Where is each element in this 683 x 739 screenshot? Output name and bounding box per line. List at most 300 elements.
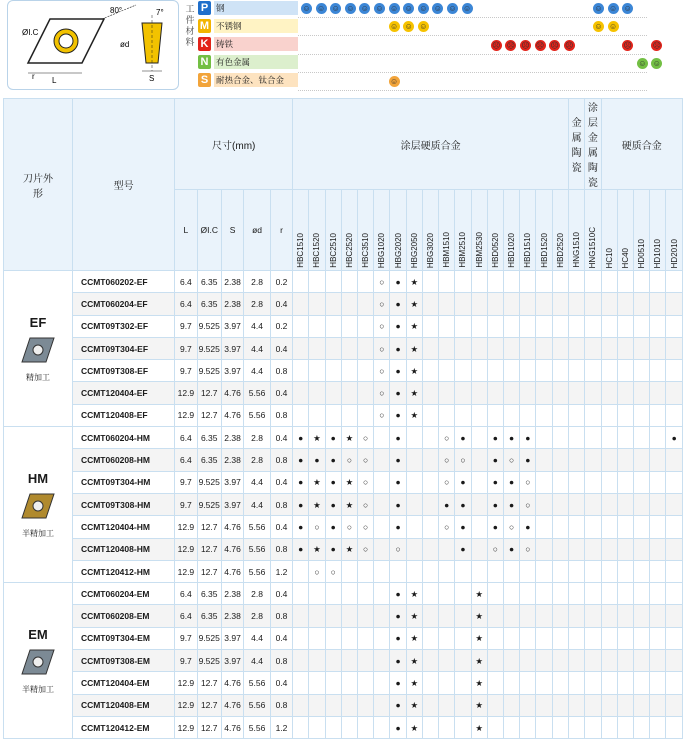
material-legend bbox=[198, 0, 298, 90]
material-s bbox=[198, 72, 298, 89]
grade-mark-cell bbox=[520, 650, 536, 672]
grade-mark-cell bbox=[341, 716, 357, 738]
table-row bbox=[4, 694, 683, 716]
grade-mark-cell: ● bbox=[293, 449, 309, 471]
grade-mark-cell bbox=[650, 360, 666, 382]
grade-mark-cell: ★ bbox=[406, 694, 422, 716]
suitability-face-icon: ☺ bbox=[375, 4, 384, 13]
grade-mark-cell: ○ bbox=[358, 471, 374, 493]
grade-mark-cell bbox=[569, 650, 585, 672]
grade-mark-cell bbox=[585, 360, 601, 382]
grade-mark-cell bbox=[374, 672, 390, 694]
grade-header bbox=[439, 190, 455, 271]
grade-label: HC10 bbox=[604, 247, 614, 268]
grade-mark-cell bbox=[503, 404, 519, 426]
r-label: r bbox=[32, 72, 35, 81]
grade-mark-cell bbox=[487, 271, 503, 293]
grade-mark-cell bbox=[325, 694, 341, 716]
grade-mark-cell: ★ bbox=[406, 360, 422, 382]
grade-mark-cell: ★ bbox=[341, 493, 357, 515]
grade-mark-cell bbox=[617, 716, 633, 738]
grade-label: HBD0520 bbox=[490, 233, 500, 268]
shape-desc: 半精加工 bbox=[21, 684, 54, 694]
dim-cell: 9.525 bbox=[197, 627, 221, 649]
grade-mark-cell bbox=[422, 493, 438, 515]
grade-mark-cell bbox=[666, 627, 683, 649]
grade-mark-cell bbox=[503, 337, 519, 359]
material-letter: M bbox=[199, 20, 210, 33]
grade-mark-cell bbox=[585, 404, 601, 426]
grade-mark-cell bbox=[309, 716, 325, 738]
grade-mark-cell bbox=[422, 404, 438, 426]
grade-mark-cell: ○ bbox=[487, 538, 503, 560]
grade-mark-cell bbox=[325, 315, 341, 337]
material-n bbox=[198, 54, 298, 71]
model-cell: CCMT120404-EF bbox=[72, 382, 174, 404]
grade-mark-cell bbox=[487, 337, 503, 359]
grade-mark-cell bbox=[601, 516, 617, 538]
dim-cell: 4.76 bbox=[221, 694, 243, 716]
shape-cell-hm bbox=[4, 427, 73, 583]
grade-mark-cell bbox=[503, 716, 519, 738]
grade-mark-cell: ● bbox=[390, 471, 406, 493]
grade-label: HBM1510 bbox=[442, 232, 452, 268]
d-label: ød bbox=[120, 40, 130, 49]
grade-mark-cell bbox=[455, 404, 471, 426]
table-row bbox=[4, 672, 683, 694]
dim-cell: 0.8 bbox=[270, 694, 292, 716]
shape-desc: 半精加工 bbox=[21, 528, 54, 538]
grade-header bbox=[487, 190, 503, 271]
grade-mark-cell bbox=[503, 583, 519, 605]
grade-mark-cell bbox=[666, 516, 683, 538]
grade-mark-cell bbox=[617, 449, 633, 471]
grade-mark-cell bbox=[358, 716, 374, 738]
grade-mark-cell bbox=[633, 315, 649, 337]
grade-header bbox=[536, 190, 552, 271]
grade-mark-cell bbox=[666, 315, 683, 337]
grade-mark-cell bbox=[552, 694, 568, 716]
grade-mark-cell bbox=[503, 672, 519, 694]
grade-mark-cell bbox=[650, 493, 666, 515]
suitability-face-icon: ☺ bbox=[419, 22, 428, 32]
shape-code: HM bbox=[27, 470, 49, 486]
grade-mark-cell bbox=[325, 293, 341, 315]
grade-mark-cell bbox=[325, 583, 341, 605]
grade-mark-cell: ★ bbox=[406, 716, 422, 738]
grade-mark-cell bbox=[309, 404, 325, 426]
grade-label: HBD1510 bbox=[523, 233, 533, 268]
grade-mark-cell: ● bbox=[455, 538, 471, 560]
grade-mark-cell: ● bbox=[439, 493, 455, 515]
dim-cell: 5.56 bbox=[244, 538, 271, 560]
dim-cell: 0.2 bbox=[270, 315, 292, 337]
model-cell: CCMT060204-HM bbox=[72, 427, 174, 449]
dim-cell: 4.4 bbox=[244, 650, 271, 672]
grade-mark-cell: ★ bbox=[406, 382, 422, 404]
grade-mark-cell bbox=[536, 293, 552, 315]
grade-mark-cell bbox=[569, 382, 585, 404]
grade-mark-cell bbox=[585, 471, 601, 493]
grade-mark-cell bbox=[633, 360, 649, 382]
dim-cell: 5.56 bbox=[244, 382, 271, 404]
dim-cell: 0.4 bbox=[270, 293, 292, 315]
grade-mark-cell: ★ bbox=[309, 493, 325, 515]
grade-mark-cell bbox=[471, 538, 487, 560]
grade-mark-cell bbox=[536, 427, 552, 449]
suitability-row bbox=[298, 55, 647, 73]
grade-mark-cell bbox=[520, 382, 536, 404]
grade-mark-cell bbox=[601, 404, 617, 426]
grade-mark-cell: ○ bbox=[341, 449, 357, 471]
grade-mark-cell bbox=[633, 382, 649, 404]
model-cell: CCMT120412-EM bbox=[72, 716, 174, 738]
grade-mark-cell bbox=[536, 471, 552, 493]
grade-mark-cell: ○ bbox=[439, 516, 455, 538]
grade-label: HD0510 bbox=[637, 238, 647, 268]
suitability-face-icon: ☹ bbox=[550, 40, 559, 50]
grade-mark-cell bbox=[293, 627, 309, 649]
table-row bbox=[4, 404, 683, 426]
grade-mark-cell: ★ bbox=[341, 471, 357, 493]
grade-mark-cell bbox=[471, 404, 487, 426]
dim-cell: 12.7 bbox=[197, 694, 221, 716]
grade-mark-cell bbox=[617, 605, 633, 627]
grade-mark-cell bbox=[487, 360, 503, 382]
grade-mark-cell bbox=[309, 315, 325, 337]
grade-mark-cell bbox=[601, 650, 617, 672]
grade-mark-cell bbox=[439, 560, 455, 582]
grade-mark-cell: ● bbox=[390, 404, 406, 426]
dim-cell: 5.56 bbox=[244, 560, 271, 582]
dim-cell: 12.7 bbox=[197, 516, 221, 538]
grade-mark-cell bbox=[455, 271, 471, 293]
grade-mark-cell bbox=[617, 583, 633, 605]
grade-mark-cell bbox=[520, 337, 536, 359]
grade-mark-cell bbox=[487, 627, 503, 649]
grade-header bbox=[569, 190, 585, 271]
grade-mark-cell: ★ bbox=[341, 538, 357, 560]
grade-mark-cell bbox=[650, 605, 666, 627]
grade-mark-cell: ★ bbox=[341, 427, 357, 449]
suitability-row bbox=[298, 37, 647, 55]
grade-mark-cell bbox=[406, 538, 422, 560]
dim-cell: 12.7 bbox=[197, 404, 221, 426]
grade-mark-cell: ● bbox=[487, 471, 503, 493]
dim-cell: 0.8 bbox=[270, 449, 292, 471]
grade-label: HBG2050 bbox=[409, 232, 419, 268]
grade-mark-cell bbox=[309, 605, 325, 627]
grade-mark-cell bbox=[471, 449, 487, 471]
grade-mark-cell bbox=[666, 382, 683, 404]
grade-label: HNG1510C bbox=[588, 226, 598, 268]
insert-diagram bbox=[7, 0, 179, 90]
ic-label: ØI.C bbox=[22, 28, 39, 37]
dim-cell: 2.38 bbox=[221, 449, 243, 471]
grade-mark-cell bbox=[422, 650, 438, 672]
dim-cell: 9.525 bbox=[197, 315, 221, 337]
grade-mark-cell bbox=[422, 605, 438, 627]
grade-header bbox=[374, 190, 390, 271]
model-cell: CCMT120412-HM bbox=[72, 560, 174, 582]
group-carbide-header: 硬质合金 bbox=[601, 99, 683, 190]
table-row bbox=[4, 293, 683, 315]
grade-mark-cell bbox=[617, 404, 633, 426]
grade-mark-cell bbox=[325, 605, 341, 627]
model-cell: CCMT120408-EF bbox=[72, 404, 174, 426]
grade-label: HBC2510 bbox=[328, 233, 338, 268]
grade-mark-cell: ○ bbox=[439, 449, 455, 471]
dim-cell: 2.8 bbox=[244, 427, 271, 449]
grade-mark-cell bbox=[487, 404, 503, 426]
dim-cell: 9.525 bbox=[197, 360, 221, 382]
grade-label: HBC2520 bbox=[344, 233, 354, 268]
grade-mark-cell bbox=[358, 404, 374, 426]
grade-mark-cell bbox=[439, 382, 455, 404]
grade-mark-cell bbox=[422, 293, 438, 315]
grade-mark-cell bbox=[325, 404, 341, 426]
grade-mark-cell bbox=[552, 560, 568, 582]
grade-mark-cell bbox=[406, 427, 422, 449]
grade-mark-cell bbox=[617, 516, 633, 538]
grade-mark-cell bbox=[552, 538, 568, 560]
grade-mark-cell bbox=[569, 271, 585, 293]
grade-mark-cell bbox=[358, 337, 374, 359]
dim-cell: 9.525 bbox=[197, 337, 221, 359]
grade-mark-cell bbox=[439, 271, 455, 293]
table-row bbox=[4, 360, 683, 382]
grade-mark-cell bbox=[633, 404, 649, 426]
grade-header bbox=[309, 190, 325, 271]
grade-mark-cell bbox=[374, 471, 390, 493]
grade-mark-cell: ● bbox=[503, 538, 519, 560]
suitability-face-icon: ☺ bbox=[390, 4, 399, 13]
grade-header bbox=[666, 190, 683, 271]
grade-mark-cell bbox=[455, 583, 471, 605]
grade-mark-cell bbox=[422, 560, 438, 582]
grade-mark-cell bbox=[601, 560, 617, 582]
grade-mark-cell: ● bbox=[293, 471, 309, 493]
grade-mark-cell bbox=[617, 694, 633, 716]
model-cell: CCMT120408-EM bbox=[72, 694, 174, 716]
grade-mark-cell bbox=[650, 449, 666, 471]
grade-mark-cell bbox=[374, 627, 390, 649]
grade-mark-cell bbox=[325, 337, 341, 359]
table-row bbox=[4, 471, 683, 493]
grade-mark-cell: ● bbox=[390, 605, 406, 627]
grade-mark-cell bbox=[633, 560, 649, 582]
dim-header: ØI.C bbox=[197, 190, 221, 271]
grade-mark-cell bbox=[617, 560, 633, 582]
grade-mark-cell: ★ bbox=[406, 271, 422, 293]
dim-cell: 6.35 bbox=[197, 293, 221, 315]
grade-mark-cell bbox=[293, 583, 309, 605]
table-row bbox=[4, 716, 683, 738]
grade-mark-cell: ● bbox=[520, 449, 536, 471]
grade-mark-cell bbox=[617, 650, 633, 672]
grade-mark-cell bbox=[569, 360, 585, 382]
grade-mark-cell bbox=[358, 315, 374, 337]
dim-cell: 4.4 bbox=[244, 360, 271, 382]
grade-mark-cell: ○ bbox=[520, 471, 536, 493]
grade-mark-cell bbox=[666, 293, 683, 315]
grade-mark-cell bbox=[503, 605, 519, 627]
grade-mark-cell bbox=[536, 449, 552, 471]
dim-cell: 3.97 bbox=[221, 650, 243, 672]
grade-mark-cell bbox=[487, 694, 503, 716]
grade-header bbox=[455, 190, 471, 271]
grade-mark-cell bbox=[666, 716, 683, 738]
grade-mark-cell: ★ bbox=[406, 627, 422, 649]
grade-mark-cell bbox=[374, 583, 390, 605]
suitability-face-icon: ☹ bbox=[521, 40, 530, 50]
grade-mark-cell bbox=[341, 315, 357, 337]
dim-cell: 5.56 bbox=[244, 716, 271, 738]
dim-cell: 0.8 bbox=[270, 650, 292, 672]
dim-cell: 6.35 bbox=[197, 427, 221, 449]
grade-mark-cell bbox=[617, 382, 633, 404]
grade-mark-cell: ● bbox=[503, 493, 519, 515]
model-cell: CCMT09T302-EF bbox=[72, 315, 174, 337]
grade-mark-cell bbox=[536, 315, 552, 337]
grade-mark-cell: ○ bbox=[439, 471, 455, 493]
grade-mark-cell bbox=[293, 694, 309, 716]
table-row bbox=[4, 315, 683, 337]
grade-mark-cell bbox=[569, 449, 585, 471]
grade-mark-cell: ★ bbox=[406, 315, 422, 337]
grade-mark-cell bbox=[552, 293, 568, 315]
suitability-face-icon: ☺ bbox=[419, 4, 428, 13]
grade-label: HBG1020 bbox=[377, 232, 387, 268]
grade-mark-cell bbox=[633, 583, 649, 605]
grade-mark-cell bbox=[552, 716, 568, 738]
grade-mark-cell bbox=[666, 672, 683, 694]
dim-cell: 4.76 bbox=[221, 382, 243, 404]
grade-mark-cell: ● bbox=[325, 427, 341, 449]
grade-mark-cell bbox=[601, 471, 617, 493]
grade-mark-cell bbox=[309, 360, 325, 382]
dim-cell: 1.2 bbox=[270, 560, 292, 582]
grade-mark-cell bbox=[585, 605, 601, 627]
grade-mark-cell bbox=[569, 315, 585, 337]
grade-header bbox=[601, 190, 617, 271]
grade-mark-cell bbox=[293, 293, 309, 315]
dim-cell: 9.525 bbox=[197, 650, 221, 672]
grade-header bbox=[552, 190, 568, 271]
suitability-face-icon: ☺ bbox=[609, 22, 618, 32]
grade-header bbox=[390, 190, 406, 271]
grade-mark-cell bbox=[374, 427, 390, 449]
suitability-face-icon: ☺ bbox=[317, 4, 326, 13]
grade-mark-cell bbox=[536, 583, 552, 605]
dim-cell: 12.7 bbox=[197, 538, 221, 560]
dim-cell: 12.9 bbox=[175, 560, 197, 582]
grade-mark-cell bbox=[358, 672, 374, 694]
material-name: 耐热合金、钛合金 bbox=[214, 73, 298, 87]
grade-mark-cell: ○ bbox=[503, 449, 519, 471]
grade-mark-cell bbox=[617, 427, 633, 449]
grade-label: HBC3510 bbox=[361, 233, 371, 268]
grade-mark-cell bbox=[666, 404, 683, 426]
grade-mark-cell bbox=[633, 538, 649, 560]
dim-cell: 3.97 bbox=[221, 493, 243, 515]
grade-label: HBG3020 bbox=[426, 232, 435, 268]
suitability-face-icon: ☺ bbox=[390, 22, 399, 32]
grade-mark-cell bbox=[309, 650, 325, 672]
grade-mark-cell bbox=[633, 716, 649, 738]
grade-mark-cell: ● bbox=[503, 471, 519, 493]
dim-cell: 5.56 bbox=[244, 516, 271, 538]
dim-cell: 2.38 bbox=[221, 583, 243, 605]
dim-cell: 9.7 bbox=[175, 471, 197, 493]
suitability-face-icon: ☺ bbox=[623, 4, 632, 13]
grade-mark-cell: ● bbox=[390, 650, 406, 672]
grade-mark-cell: ★ bbox=[309, 538, 325, 560]
grade-mark-cell bbox=[601, 315, 617, 337]
suitability-face-icon: ☹ bbox=[535, 40, 545, 50]
grade-mark-cell bbox=[293, 271, 309, 293]
grade-mark-cell: ○ bbox=[358, 449, 374, 471]
grade-mark-cell bbox=[325, 382, 341, 404]
grade-mark-cell bbox=[617, 493, 633, 515]
suitability-face-icon: ☺ bbox=[404, 22, 413, 32]
grade-mark-cell: ● bbox=[487, 449, 503, 471]
dim-cell: 12.9 bbox=[175, 382, 197, 404]
grade-mark-cell: ● bbox=[325, 471, 341, 493]
grade-mark-cell bbox=[633, 293, 649, 315]
grade-mark-cell: ★ bbox=[406, 605, 422, 627]
material-k bbox=[198, 36, 298, 53]
grade-mark-cell bbox=[633, 493, 649, 515]
insert-image-icon bbox=[18, 334, 58, 366]
suitability-face-icon: ☹ bbox=[506, 40, 516, 50]
grade-mark-cell bbox=[617, 337, 633, 359]
dim-cell: 4.4 bbox=[244, 315, 271, 337]
angle-80-label: 80° bbox=[110, 6, 123, 15]
grade-label: HBC1510 bbox=[296, 233, 306, 268]
dim-cell: 12.7 bbox=[197, 716, 221, 738]
grade-mark-cell bbox=[455, 560, 471, 582]
grade-mark-cell bbox=[552, 583, 568, 605]
grade-mark-cell bbox=[650, 337, 666, 359]
grade-mark-cell bbox=[536, 271, 552, 293]
col-model-header: 型号 bbox=[72, 99, 174, 271]
grade-mark-cell bbox=[666, 493, 683, 515]
grade-mark-cell bbox=[455, 293, 471, 315]
grade-mark-cell bbox=[439, 315, 455, 337]
angle-7-label: 7° bbox=[156, 8, 164, 17]
grade-mark-cell bbox=[552, 337, 568, 359]
grade-mark-cell: ★ bbox=[406, 404, 422, 426]
grade-mark-cell: ● bbox=[325, 538, 341, 560]
grade-mark-cell bbox=[439, 404, 455, 426]
grade-mark-cell bbox=[439, 605, 455, 627]
grade-mark-cell bbox=[455, 315, 471, 337]
grade-mark-cell bbox=[455, 382, 471, 404]
dim-cell: 9.7 bbox=[175, 315, 197, 337]
grade-mark-cell bbox=[520, 360, 536, 382]
dim-cell: 12.9 bbox=[175, 672, 197, 694]
grade-mark-cell: ★ bbox=[471, 605, 487, 627]
grade-label: HBM2510 bbox=[458, 232, 468, 268]
grade-mark-cell bbox=[585, 315, 601, 337]
dim-cell: 0.4 bbox=[270, 471, 292, 493]
suitability-face-icon: ☹ bbox=[652, 40, 662, 50]
model-cell: CCMT060204-EF bbox=[72, 293, 174, 315]
grade-mark-cell bbox=[520, 271, 536, 293]
grade-mark-cell bbox=[650, 627, 666, 649]
grade-mark-cell bbox=[585, 650, 601, 672]
